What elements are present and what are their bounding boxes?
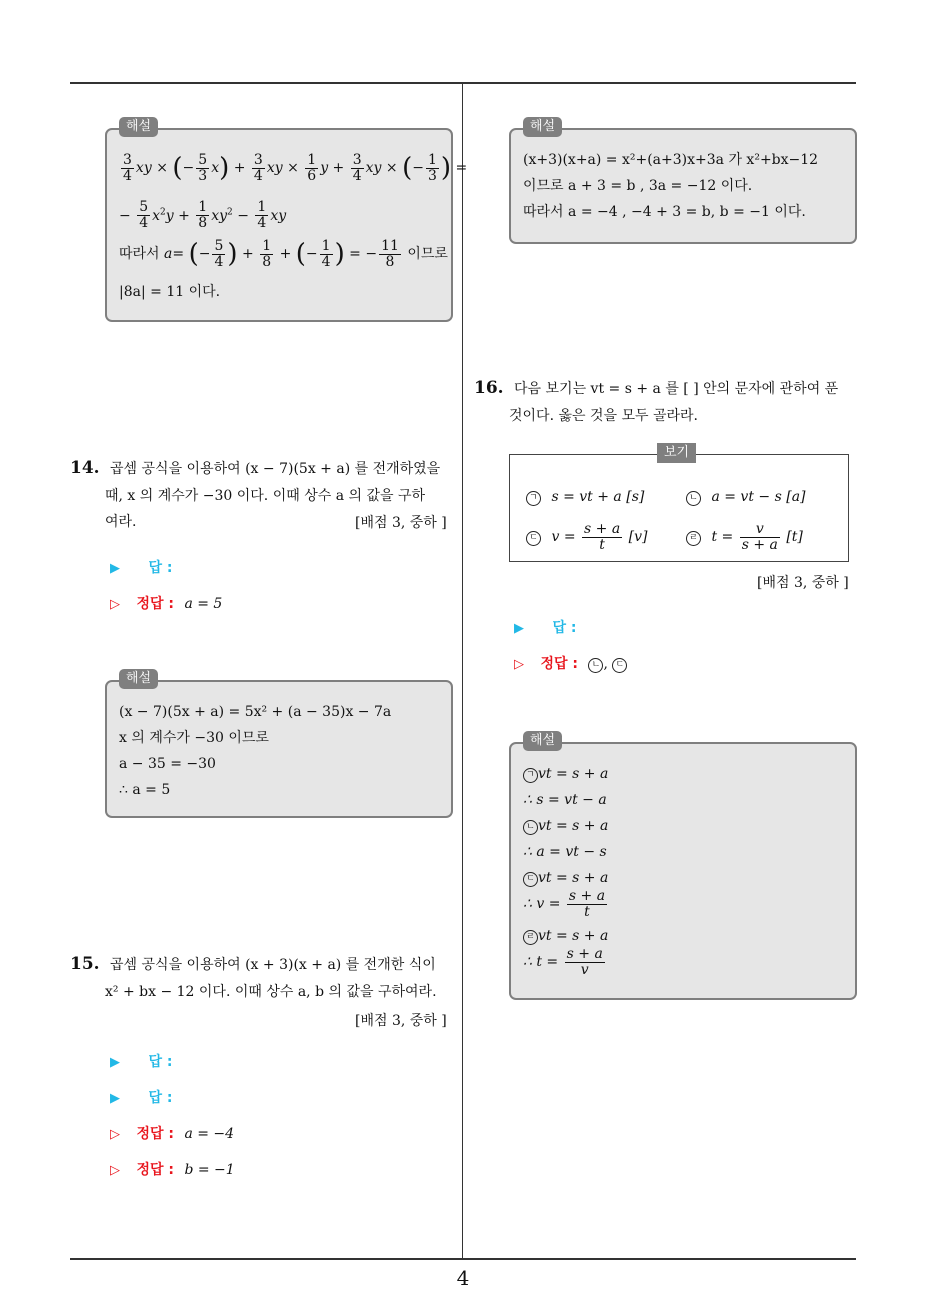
q15-text-1: 곱셈 공식을 이용하여 (x + 3)(x + a) 를 전개한 식이	[110, 957, 436, 973]
q16-text-1: 다음 보기는 vt = s + a 를 [ ] 안의 문자에 관하여 푼	[514, 381, 839, 397]
q14-answer-label: 답 :	[148, 560, 173, 576]
circle-rieul-icon: ㄹ	[523, 930, 538, 945]
sol13-line4: |8a| = 11 이다.	[119, 284, 221, 300]
bogi-opt-1	[526, 487, 644, 507]
q16-answer-label: 답 :	[552, 620, 577, 636]
q15-correct-a: a = −4	[184, 1126, 235, 1142]
sol15-line1: (x+3)(x+a) = x²+(a+3)x+3a 가 x²+bx−12	[523, 152, 819, 168]
q14-correct-value: a = 5	[184, 596, 223, 612]
bogi-opt-1-text: s = vt + a [s]	[551, 489, 645, 505]
q15-answer-row-2[interactable]	[110, 1088, 172, 1109]
q14-line1	[70, 458, 440, 479]
sol15-line2: 이므로 a + 3 = b , 3a = −12 이다.	[523, 178, 753, 194]
sol16-line6: ∴ v = $\frac{s + a}{t}$	[523, 887, 606, 920]
q14-text-2: 때, x 의 계수가 −30 이다. 이때 상수 a 의 값을 구하	[105, 488, 426, 504]
sol14-line1: (x − 7)(5x + a) = 5x² + (a − 35)x − 7a	[119, 704, 392, 720]
q15-line1	[70, 954, 436, 975]
q14-correct-label: 정답 :	[136, 596, 174, 612]
q14-score: [배점 3, 중하 ]	[355, 515, 447, 531]
play-icon: ▶	[110, 561, 120, 576]
sol16-eq-3: vt = s + a	[538, 870, 609, 886]
q16-correct-label: 정답 :	[540, 656, 578, 672]
bogi-opt-3-text: v = $\frac{s + a}{t}$ [v]	[551, 520, 648, 553]
outline-triangle-icon: ▷	[110, 1127, 120, 1142]
bogi-opt-4	[686, 519, 803, 555]
sol16-line7	[523, 926, 608, 946]
q16-answer-row[interactable]	[514, 618, 576, 639]
top-rule	[70, 82, 856, 84]
solution-tag-14: 해설	[119, 669, 158, 689]
sol15-line3: 따라서 a = −4 , −4 + 3 = b, b = −1 이다.	[523, 204, 806, 220]
play-icon: ▶	[110, 1091, 120, 1106]
q15-correct-row-2	[110, 1160, 235, 1181]
sol13-line3: 따라서 a= (− $\frac{5}{4}$ ) + $\frac{1}{8}$ + (− $\frac{1}{4}$ ) = − $\frac{11}{8}$ 이므로	[119, 237, 448, 270]
circle-giyeok-icon: ㄱ	[523, 768, 538, 783]
bogi-opt-3	[526, 519, 647, 555]
circle-nieun-icon: ㄴ	[588, 658, 603, 673]
q14-answer-row[interactable]	[110, 558, 172, 579]
bottom-rule	[70, 1258, 856, 1260]
q15-correct-row-1	[110, 1124, 234, 1145]
q16-score: [배점 3, 중하 ]	[757, 575, 849, 591]
bogi-opt-2	[686, 487, 806, 507]
sol16-line1	[523, 764, 608, 784]
q15-answer-row-1[interactable]	[110, 1052, 172, 1073]
sol16-eq-2: vt = s + a	[538, 818, 609, 834]
sol16-eq-4: vt = s + a	[538, 928, 609, 944]
sol13-line2: − $\frac{5}{4}$ $x^2y$ + $\frac{1}{8}$ $xy^2$ − $\frac{1}{4}$ xy	[119, 199, 287, 232]
q15-number: 15.	[70, 954, 100, 974]
q14-number: 14.	[70, 458, 100, 478]
circle-rieul-icon: ㄹ	[686, 531, 701, 546]
sol13-imeuro: 이므로	[407, 246, 448, 262]
bogi-tag: 보기	[657, 443, 696, 463]
q15-answer-label-2: 답 :	[148, 1090, 173, 1106]
q15-answer-label-1: 답 :	[148, 1054, 173, 1070]
solution-tag-16: 해설	[523, 731, 562, 751]
sol14-line3: a − 35 = −30	[119, 756, 216, 772]
solution-tag-13: 해설	[119, 117, 158, 137]
sol16-line2: ∴ s = vt − a	[523, 792, 607, 808]
q15-score: [배점 3, 중하 ]	[355, 1013, 447, 1029]
sol16-line3	[523, 816, 608, 836]
solution-box-13	[105, 128, 468, 322]
sol14-line4: ∴ a = 5	[119, 782, 171, 798]
q15-text-2: x² + bx − 12 이다. 이때 상수 a, b 의 값을 구하여라.	[105, 984, 437, 1000]
q14-text-3: 여라.	[105, 514, 137, 530]
outline-triangle-icon: ▷	[110, 597, 120, 612]
q16-text-2: 것이다. 옳은 것을 모두 골라라.	[509, 408, 698, 424]
q15-correct-b: b = −1	[184, 1162, 235, 1178]
q16-line1	[474, 378, 838, 399]
page-number: 4	[456, 1266, 470, 1290]
q15-correct-label-2: 정답 :	[136, 1162, 174, 1178]
q14-text-1: 곱셈 공식을 이용하여 (x − 7)(5x + a) 를 전개하였을	[110, 461, 441, 477]
bogi-opt-2-text: a = vt − s [a]	[711, 489, 806, 505]
solution-tag-15: 해설	[523, 117, 562, 137]
solution-box-14	[105, 680, 453, 818]
sol16-line8: ∴ t = $\frac{s + a}{v}$	[523, 945, 603, 978]
circle-digeut-icon: ㄷ	[612, 658, 627, 673]
q16-correct-row	[514, 654, 627, 675]
sol16-line4: ∴ a = vt − s	[523, 844, 607, 860]
outline-triangle-icon: ▷	[514, 657, 524, 672]
q14-correct-row	[110, 594, 222, 615]
sol13-line1: $\frac{3}{4}$ xy × (− $\frac{5}{3}$ x) + $\frac{3}{4}$ xy × $\frac{1}{6}$ y + $\frac{3}{4}$ xy × (− $\frac{1}{3}$ ) =	[123, 151, 468, 184]
solution-box-16	[509, 742, 857, 1000]
circle-nieun-icon: ㄴ	[523, 820, 538, 835]
bogi-opt-4-text: t = $\frac{v}{s + a}$ [t]	[711, 520, 803, 553]
outline-triangle-icon: ▷	[110, 1163, 120, 1178]
sol14-line2: x 의 계수가 −30 이므로	[119, 730, 269, 746]
q16-correct-sep: ,	[603, 656, 613, 672]
circle-giyeok-icon: ㄱ	[526, 491, 541, 506]
play-icon: ▶	[110, 1055, 120, 1070]
circle-digeut-icon: ㄷ	[523, 872, 538, 887]
circle-digeut-icon: ㄷ	[526, 531, 541, 546]
play-icon: ▶	[514, 621, 524, 636]
q15-correct-label-1: 정답 :	[136, 1126, 174, 1142]
solution-box-15	[509, 128, 857, 244]
sol16-line5	[523, 868, 608, 888]
q16-number: 16.	[474, 378, 504, 398]
circle-nieun-icon: ㄴ	[686, 491, 701, 506]
sol13-ttarase: 따라서	[119, 246, 160, 262]
column-divider	[462, 84, 463, 1260]
bogi-box	[509, 454, 849, 562]
sol16-eq-1: vt = s + a	[538, 766, 609, 782]
